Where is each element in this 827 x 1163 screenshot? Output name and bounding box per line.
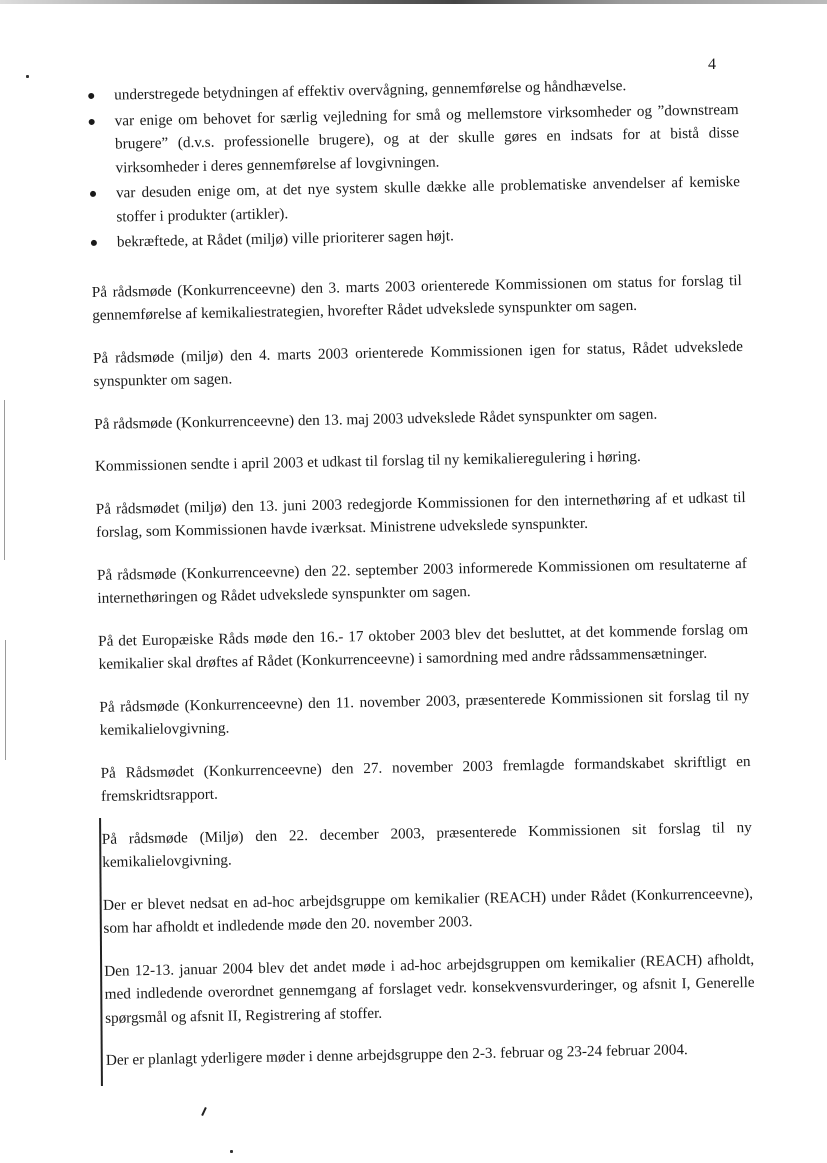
paragraph: På det Europæiske Råds møde den 16.- 17 oktober 2003 blev det besluttet, at det kommende forslag om kemikalier skal drøftes af Rådet (Konkurrenceevne) i samordning med andre rådssammensætninger. bbox=[98, 620, 749, 673]
paragraph: På Rådsmødet (Konkurrenceevne) den 27. november 2003 fremlagde formandskabet skriftligt en fremskridtsrapport. bbox=[100, 752, 751, 805]
scan-speck bbox=[230, 1150, 233, 1153]
document-body bbox=[88, 72, 756, 1091]
scan-speck bbox=[26, 75, 29, 78]
page-number: 4 bbox=[708, 56, 716, 73]
scan-edge-left bbox=[4, 400, 5, 560]
paragraph: Der er planlagt yderligere møder i denne arbejdsgruppe den 2-3. februar og 23-24 februar 2004. bbox=[105, 1041, 688, 1069]
bullet-text: var desuden enige om, at det nye system skulle dække alle problematiske anvendelser af kemiske stoffer i produkter (artikler). bbox=[115, 173, 741, 225]
paragraph: Kommissionen sendte i april 2003 et udkast til forslag til ny kemikalieregulering i høring. bbox=[94, 447, 641, 475]
paragraph: På rådsmøde (Miljø) den 22. december 2003, præsenterede Kommissionen sit forslag til ny kemikalielovgivning. bbox=[101, 818, 752, 871]
paragraph: På rådsmøde (Konkurrenceevne) den 22. september 2003 informerede Kommissionen om resultaterne af internethøringen og Rådet udvekslede synspunkter om sagen. bbox=[96, 554, 748, 607]
paragraph: På rådsmøde (miljø) den 4. marts 2003 orienterede Kommissionen igen for status, Rådet udvekslede synspunkter om sagen. bbox=[92, 337, 744, 390]
bullet-dot-icon bbox=[88, 93, 94, 99]
scan-edge-top bbox=[0, 0, 827, 4]
paragraph: På rådsmøde (Konkurrenceevne) den 11. november 2003, præsenterede Kommissionen sit forslag til ny kemikalielovgivning. bbox=[99, 686, 750, 739]
scan-edge-left-lower bbox=[5, 640, 6, 760]
bullet-text: var enige om behovet for særlig vejledning for små og mellemstore virksomheder og ”downstream brugere” (d.v.s. professionelle brugere), og at der skulle gøres en indsats for at bistå disse virksomheder i deres gennemførelse af lovgivningen. bbox=[114, 100, 740, 177]
pen-mark bbox=[201, 1107, 207, 1116]
bullet-dot-icon bbox=[90, 191, 96, 197]
paragraph: På rådsmøde (Konkurrenceevne) den 3. marts 2003 orienterede Kommissionen om status for forslag til gennemførelse af kemikaliestrategien, hvorefter Rådet udvekslede synspunkter om sagen. bbox=[91, 271, 742, 324]
bullet-item bbox=[88, 98, 739, 180]
paragraph: Den 12-13. januar 2004 blev det andet møde i ad-hoc arbejdsgruppen om kemikalier (REACH) afholdt, med indledende overordnet gennemgang af forslaget vedr. konsekvensvurderinger, og afsnit I, Generelle spørgsmål og afsnit II, Registrering af stoffer. bbox=[104, 950, 755, 1027]
bullet-dot-icon bbox=[89, 118, 95, 124]
paragraph: På rådsmøde (Konkurrenceevne) den 13. maj 2003 udvekslede Rådet synspunkter om sagen. bbox=[94, 405, 658, 433]
bullet-text: understregede betydningen af effektiv overvågning, gennemførelse og håndhævelse. bbox=[114, 77, 627, 104]
paragraph: Der er blevet nedsat en ad-hoc arbejdsgruppe om kemikalier (REACH) under Rådet (Konkurrenceevne), som har afholdt et indledende møde den 20. november 2003. bbox=[102, 884, 754, 937]
bullet-text: bekræftede, at Rådet (miljø) ville prioriterer sagen højt. bbox=[116, 227, 454, 251]
bullet-dot-icon bbox=[91, 240, 97, 246]
paragraph: På rådsmødet (miljø) den 13. juni 2003 redegjorde Kommissionen for den internethøring af et udkast til forslag, som Kommissionen havde iværksat. Ministrene udvekslede synspunkter. bbox=[95, 488, 746, 541]
bullet-list bbox=[88, 72, 741, 254]
